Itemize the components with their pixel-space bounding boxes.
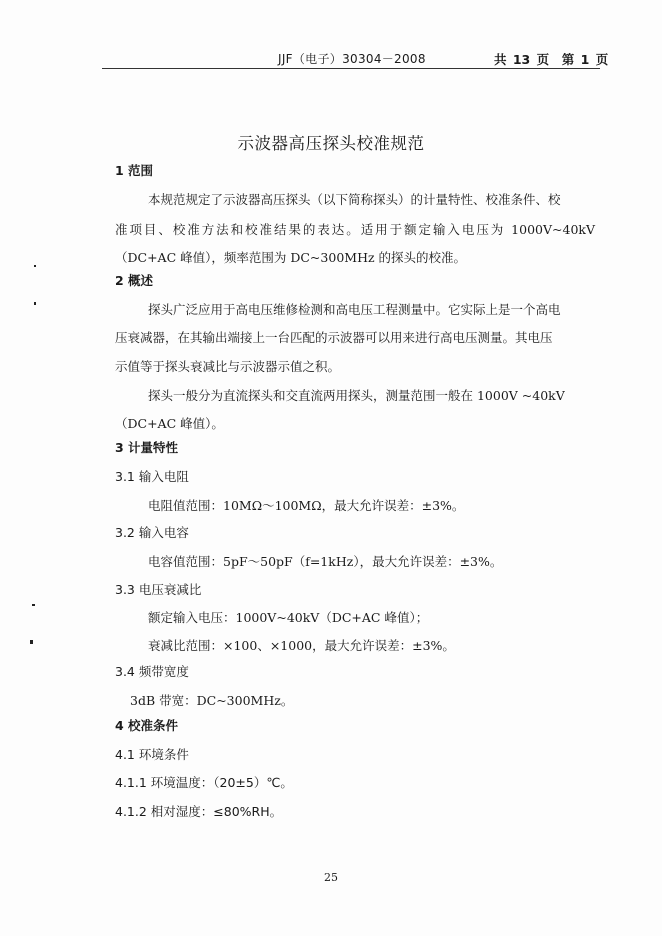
section-2-heading: 2 概述	[115, 273, 154, 288]
header-rule	[102, 68, 600, 69]
s32-text: 电容值范围：5pF～50pF（f=1kHz），最大允许误差：±3%。	[148, 554, 503, 569]
s31-text: 电阻值范围：10MΩ～100MΩ，最大允许误差：±3%。	[148, 498, 465, 513]
standard-code: JJF（电子）30304－2008	[278, 52, 426, 66]
scan-speck	[34, 265, 36, 267]
scan-speck	[34, 302, 36, 305]
scan-speck	[30, 640, 33, 644]
s412-text: 4.1.2 相对湿度：≤80%RH。	[115, 804, 283, 819]
s2-p2-line-2: （DC+AC 峰值）。	[115, 416, 224, 431]
s1-line-2: 准项目、校准方法和校准结果的表达。适用于额定输入电压为 1000V~40kV	[115, 222, 595, 237]
s411-text: 4.1.1 环境温度：（20±5）℃。	[115, 775, 293, 790]
s34-title: 3.4 频带宽度	[115, 664, 189, 679]
section-1-heading: 1 范围	[115, 163, 154, 178]
s33-text-1: 额定输入电压：1000V~40kV（DC+AC 峰值）；	[148, 610, 429, 625]
s33-text-2: 衰减比范围：×100、×1000，最大允许误差：±3%。	[148, 638, 455, 653]
s2-p1-line-1: 探头广泛应用于高电压维修检测和高电压工程测量中。它实际上是一个高电	[148, 302, 561, 317]
document-title: 示波器高压探头校准规范	[237, 134, 425, 153]
s32-title: 3.2 输入电容	[115, 525, 189, 540]
s2-p1-line-3: 示值等于探头衰减比与示波器示值之积。	[115, 359, 341, 374]
section-3-heading: 3 计量特性	[115, 440, 179, 455]
s34-text: 3dB 带宽：DC~300MHz。	[130, 693, 294, 708]
s31-title: 3.1 输入电阻	[115, 469, 189, 484]
page-info: 共 13 页 第 1 页	[494, 52, 609, 67]
s33-title: 3.3 电压衰减比	[115, 582, 202, 597]
page-number: 25	[324, 871, 338, 884]
s2-p1-line-2: 压衰减器，在其输出端接上一台匹配的示波器可以用来进行高电压测量。其电压	[115, 330, 553, 345]
s2-p2-line-1: 探头一般分为直流探头和交直流两用探头，测量范围一般在 1000V ~40kV	[148, 388, 565, 403]
scan-speck	[32, 604, 35, 606]
s1-line-3: （DC+AC 峰值），频率范围为 DC~300MHz 的探头的校准。	[115, 250, 467, 265]
s1-line-1: 本规范规定了示波器高压探头（以下简称探头）的计量特性、校准条件、校	[148, 192, 561, 207]
section-4-heading: 4 校准条件	[115, 718, 179, 733]
s41-title: 4.1 环境条件	[115, 747, 189, 762]
